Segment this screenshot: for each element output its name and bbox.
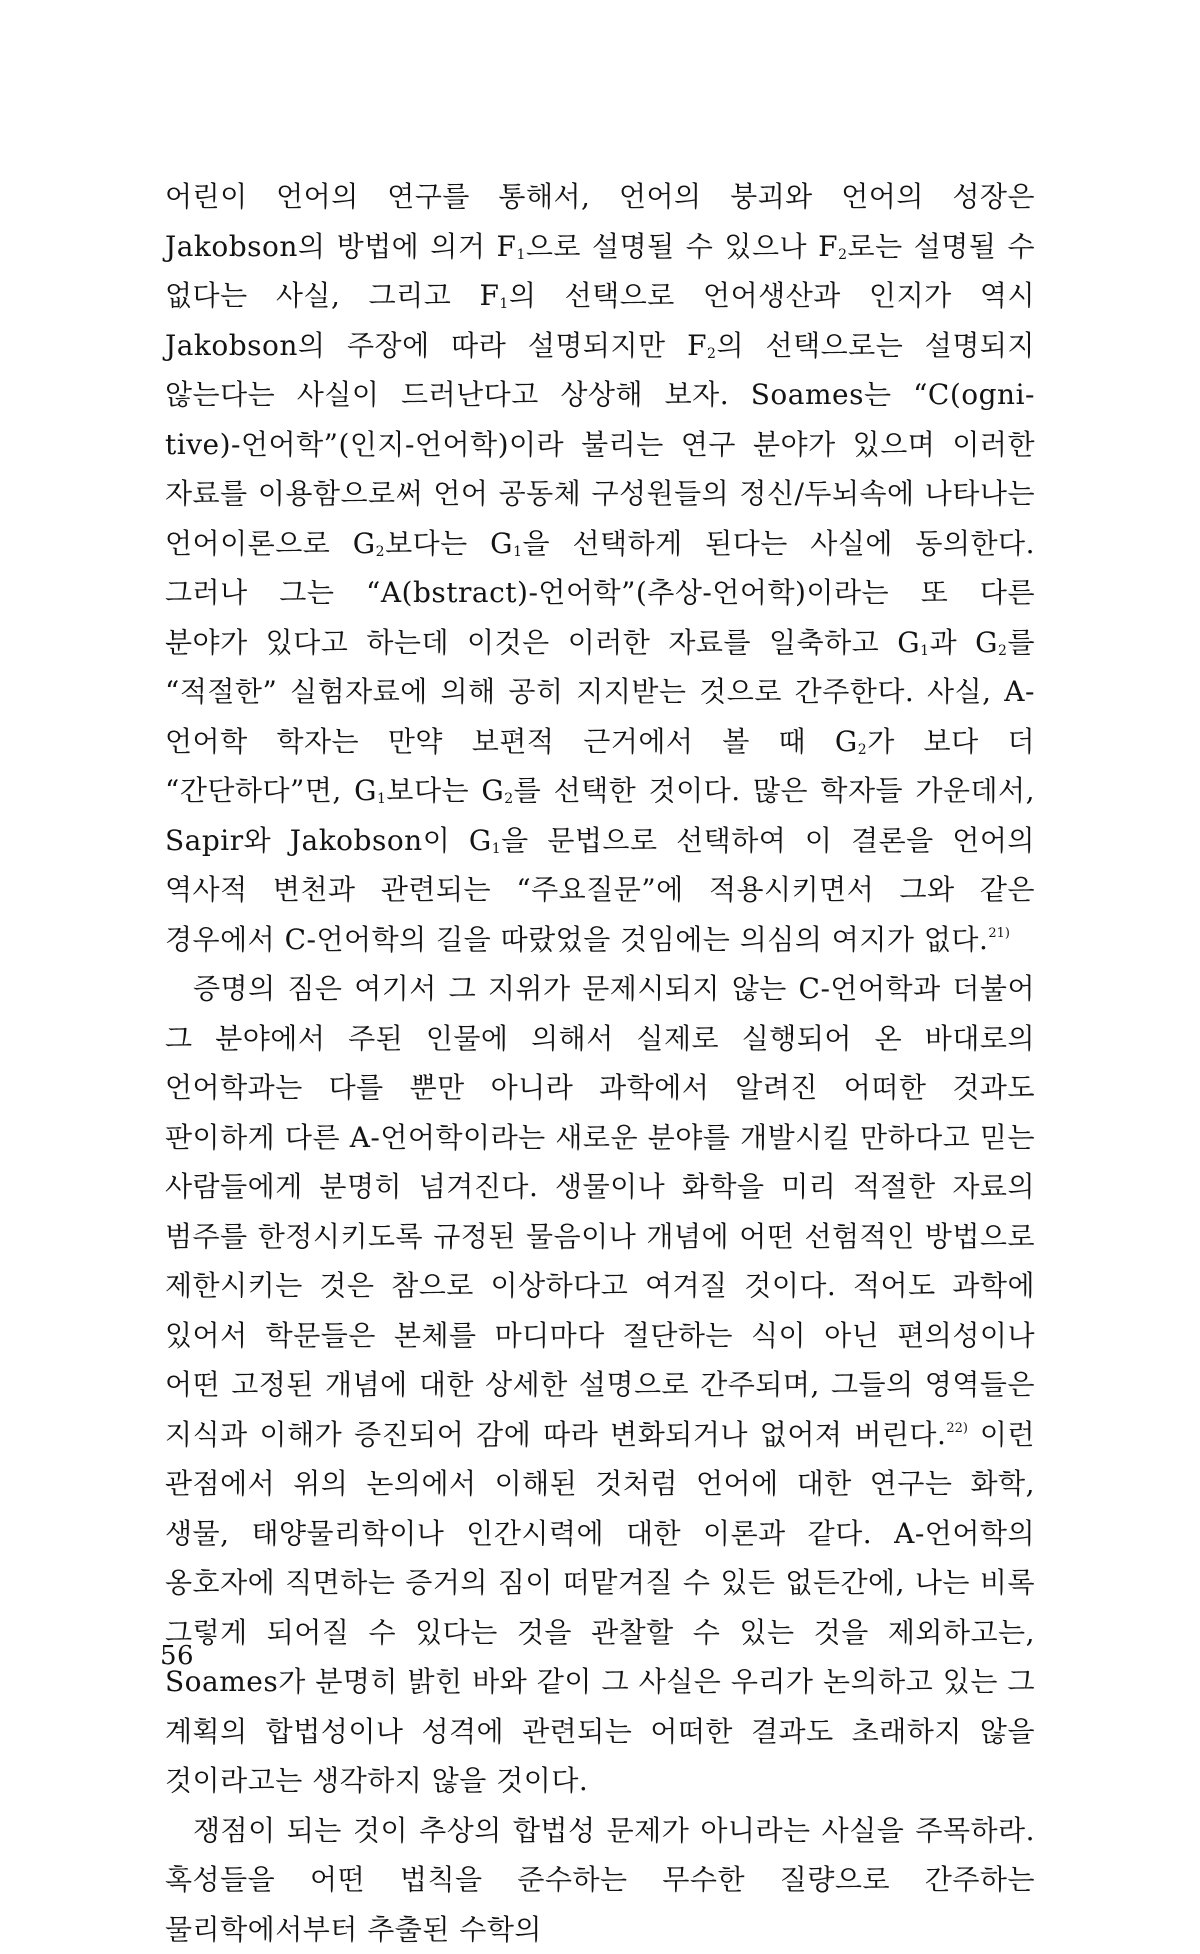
text-run: 를 선택한 것이다. 많은 학자들 가운데서, Sapir와 Jakobson이 G — [165, 774, 1035, 857]
page-number: 56 — [160, 1641, 194, 1671]
text-run: 쟁점이 되는 것이 추상의 합법성 문제가 아니라는 사실을 주목하라. 혹성들을 어떤 법칙을 준수하는 무수한 질량으로 간주하는 물리학에서부터 추출된 수학의 — [165, 1814, 1035, 1946]
text-run: 으로 설명될 수 있으나 F — [526, 230, 838, 263]
subscript: 1 — [513, 544, 522, 560]
footnote-marker: 22) — [946, 1421, 968, 1436]
subscript: 1 — [499, 296, 508, 312]
text-run: 가 보다 더 “간단하다”면, G — [165, 725, 1035, 808]
subscript: 2 — [858, 742, 867, 758]
subscript: 2 — [707, 346, 716, 362]
paragraph-3 — [165, 1806, 1035, 1954]
body-text — [165, 172, 1035, 1954]
subscript: 1 — [920, 643, 929, 659]
footnote-marker: 21) — [988, 926, 1010, 941]
text-run: 을 선택하게 된다는 사실에 동의한다. 그러나 그는 “A(bstract)-언어학”(추상-언어학)이라는 또 다른 분야가 있다고 하는데 이것은 이러한 자료를 일축하고 G — [165, 527, 1035, 659]
text-run: 의 선택으로 언어생산과 인지가 역시 Jakobson의 주장에 따라 설명되지만 F — [165, 279, 1035, 362]
text-run: 을 문법으로 선택하여 이 결론을 언어의 역사적 변천과 관련되는 “주요질문”에 적용시키면서 그와 같은 경우에서 C-언어학의 길을 따랐었을 것임에는 의심의 여지가 없다. — [165, 824, 1035, 956]
paragraph-1 — [165, 172, 1035, 964]
subscript: 1 — [377, 791, 386, 807]
subscript: 2 — [838, 247, 847, 263]
subscript: 1 — [492, 841, 501, 857]
text-run: 로는 설명될 수 없다는 사실, 그리고 F — [165, 230, 1035, 313]
text-run: 의 선택으로는 설명되지 않는다는 사실이 드러난다고 상상해 보자. Soames는 “C(ogni-tive)-언어학”(인지-언어학)이라 불리는 연구 분야가 있으며 이러한 자료를 이용함으로써 언어 공동체 구성원들의 정신/두뇌속에 나타나는 언어이론으로 G — [165, 329, 1035, 560]
text-run: 를 “적절한” 실험자료에 의해 공히 지지받는 것으로 간주한다. 사실, A-언어학 학자는 만약 보편적 근거에서 볼 때 G — [165, 626, 1035, 758]
subscript: 2 — [998, 643, 1007, 659]
paragraph-2 — [165, 964, 1035, 1806]
text-run: 보다는 G — [386, 774, 504, 807]
text-run: 보다는 G — [385, 527, 513, 560]
text-run: 이런 관점에서 위의 논의에서 이해된 것처럼 언어에 대한 연구는 화학, 생물, 태양물리학이나 인간시력에 대한 이론과 같다. A-언어학의 옹호자에 직면하는 증거의 짐이 떠맡겨질 수 있든 없든간에, 나는 비록 그렇게 되어질 수 있다는 것을 관찰할 수 있는 것을 제외하고는, Soames가 분명히 밝힌 바와 같이 그 사실은 우리가 논의하고 있는 그 계획의 합법성이나 성격에 관련되는 어떠한 결과도 초래하지 않을 것이라고는 생각하지 않을 것이다. — [165, 1418, 1035, 1798]
subscript: 2 — [504, 791, 513, 807]
subscript: 2 — [376, 544, 385, 560]
text-run: 증명의 짐은 여기서 그 지위가 문제시되지 않는 C-언어학과 더불어 그 분야에서 주된 인물에 의해서 실제로 실행되어 온 바대로의 언어학과는 다를 뿐만 아니라 과학에서 알려진 어떠한 것과도 판이하게 다른 A-언어학이라는 새로운 분야를 개발시킬 만하다고 믿는 사람들에게 분명히 넘겨진다. 생물이나 화학을 미리 적절한 자료의 범주를 한정시키도록 규정된 물음이나 개념에 어떤 선험적인 방법으로 제한시키는 것은 참으로 이상하다고 여겨질 것이다. 적어도 과학에 있어서 학문들은 본체를 마디마다 절단하는 식이 아닌 편의성이나 어떤 고정된 개념에 대한 상세한 설명으로 간주되며, 그들의 영역들은 지식과 이해가 증진되어 감에 따라 변화되거나 없어져 버린다. — [165, 972, 1035, 1451]
text-run: 어린이 언어의 연구를 통해서, 언어의 붕괴와 언어의 성장은 Jakobson의 방법에 의거 F — [165, 180, 1035, 263]
text-run: 과 G — [930, 626, 998, 659]
subscript: 1 — [516, 247, 525, 263]
